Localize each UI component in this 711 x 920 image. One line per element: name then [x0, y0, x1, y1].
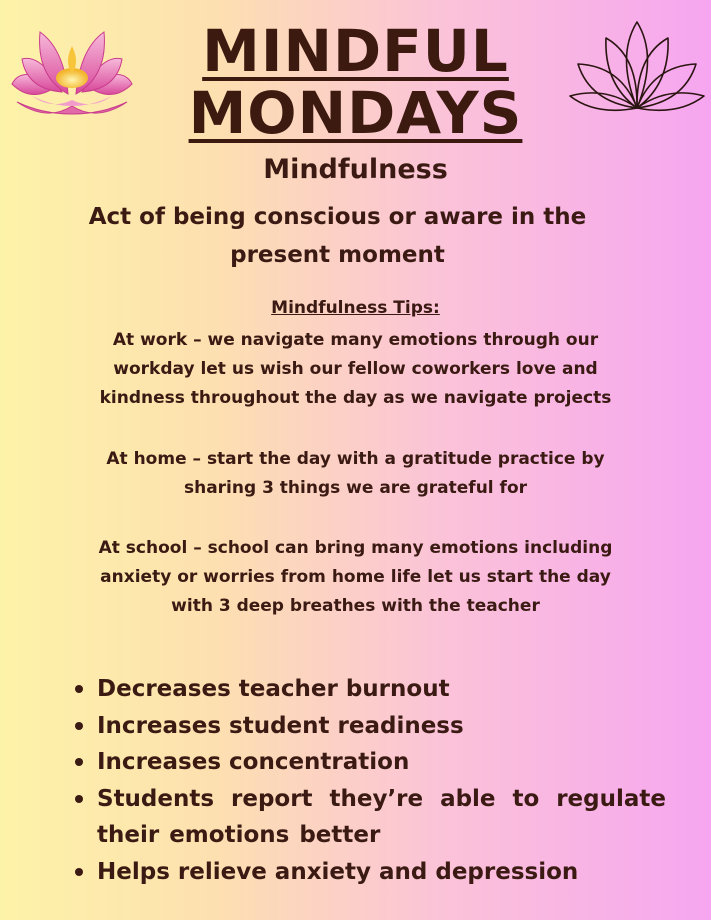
title-line-1: MINDFUL [202, 17, 509, 85]
list-item: Students report they’re able to regulate their emotions better [72, 781, 666, 854]
list-item: Decreases teacher burnout [72, 671, 666, 708]
list-item: Increases student readiness [72, 708, 666, 745]
title-line-2: MONDAYS [188, 79, 523, 147]
list-item: Increases concentration [72, 744, 666, 781]
tip-work: At work – we navigate many emotions through our workday let us wish our fellow coworkers love and kindness throughout the day as we navigate projects [99, 330, 612, 409]
tips-title: Mindfulness Tips: [271, 298, 440, 318]
benefits-list [72, 671, 666, 890]
section-heading: Mindfulness [263, 154, 448, 185]
definition-text: Act of being conscious or aware in the present moment [88, 204, 587, 268]
tip-school: At school – school can bring many emotions including anxiety or worries from home life let us start the day with 3 deep breathes with the teacher [98, 538, 613, 617]
list-item: Helps relieve anxiety and depression [72, 854, 666, 891]
tip-home: At home – start the day with a gratitude practice by sharing 3 things we are grateful for [106, 449, 605, 499]
